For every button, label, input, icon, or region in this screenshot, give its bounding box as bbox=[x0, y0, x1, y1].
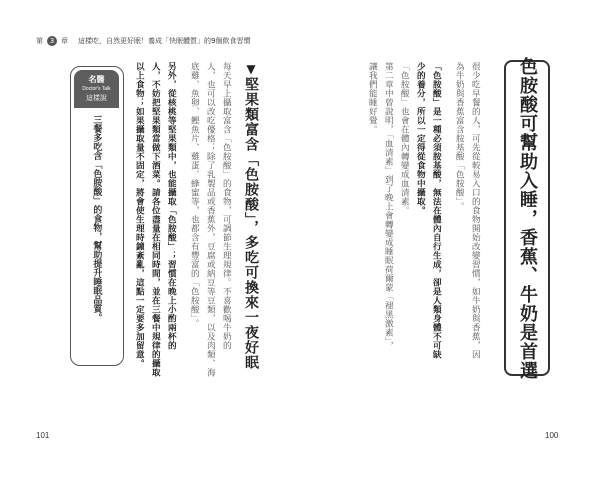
chapter-prefix: 第 bbox=[36, 37, 43, 45]
triangle-marker-icon: ▼ bbox=[244, 62, 258, 77]
right-page-number: 100 bbox=[545, 431, 559, 440]
right-col-7: 讓我們能睡好覺。 bbox=[367, 62, 378, 134]
right-col-1: 很少吃早餐的人，可先從較易入口的食物開始改變習慣，如牛奶與香蕉，因 bbox=[470, 62, 481, 359]
section-title-box bbox=[504, 56, 550, 380]
chapter-number-badge: 3 bbox=[47, 36, 57, 46]
left-col-1: 每天早上攝取富含「色胺酸」的食物，可調節生理規律。不喜歡喝牛奶的 bbox=[221, 62, 232, 350]
right-col-3: 「色胺酸」是一種必須胺基酸，無法在體內自行生成，卻是人類身體不可缺 bbox=[431, 62, 442, 359]
left-col-6: 以上食物；如果攝取量不固定，將會使生理時鐘紊亂，這點一定要多加留意。 bbox=[134, 62, 145, 368]
left-col-2: 人，也可以改吃優格；除了乳製品或香蕉外，豆腐或納豆等豆類，以及肉類、海 bbox=[205, 62, 216, 377]
running-header bbox=[36, 36, 250, 46]
left-col-4: 另外，從核桃等堅果類中，也能攝取「色胺酸」；習慣在晚上小酌兩杯的 bbox=[166, 62, 177, 350]
doctors-talk-sidebar bbox=[70, 66, 124, 366]
section-title: 色胺酸可幫助入睡，香蕉、牛奶是首選 bbox=[517, 56, 538, 380]
badge-subtitle: Doctor's Talk bbox=[82, 86, 111, 92]
badge-caption: 這樣說 bbox=[86, 94, 107, 102]
chapter-title: 這樣吃，自然更好眠！養成「快眠體質」的9個飲食習慣 bbox=[78, 37, 251, 45]
sidebar-line: 三餐多吃含「色胺酸」的食物，幫助提升睡眠品質。 bbox=[91, 115, 102, 322]
badge-title: 名醫 bbox=[88, 75, 105, 84]
left-col-5: 人，不妨把堅果類當做下酒菜。請各位盡量在相同時間，並在三餐中規律的攝取 bbox=[150, 62, 161, 377]
left-page-number: 101 bbox=[36, 431, 50, 440]
right-col-6: 第二章中曾說明，「血清素」到了晚上會轉變成睡眠荷爾蒙「褪黑激素」， bbox=[383, 62, 394, 351]
subsection-heading bbox=[241, 62, 261, 370]
left-col-3: 底雞、魚卵、鰹魚片、雞蛋、蜂蜜等，也都含有豐富的「色胺酸」。 bbox=[189, 62, 200, 328]
subsection-heading-text: 堅果類富含「色胺酸」，多吃可換來一夜好眠 bbox=[243, 77, 259, 370]
right-col-5: 「色胺酸」也會在體內轉變成血清素。 bbox=[399, 62, 410, 215]
right-col-4: 少的養分，所以一定得從食物中攝取。 bbox=[415, 62, 426, 215]
chapter-suffix: 章 bbox=[61, 37, 68, 45]
doctors-talk-badge bbox=[74, 70, 119, 108]
right-col-2: 為牛奶與香蕉富含胺基酸「色胺酸」。 bbox=[454, 62, 465, 211]
